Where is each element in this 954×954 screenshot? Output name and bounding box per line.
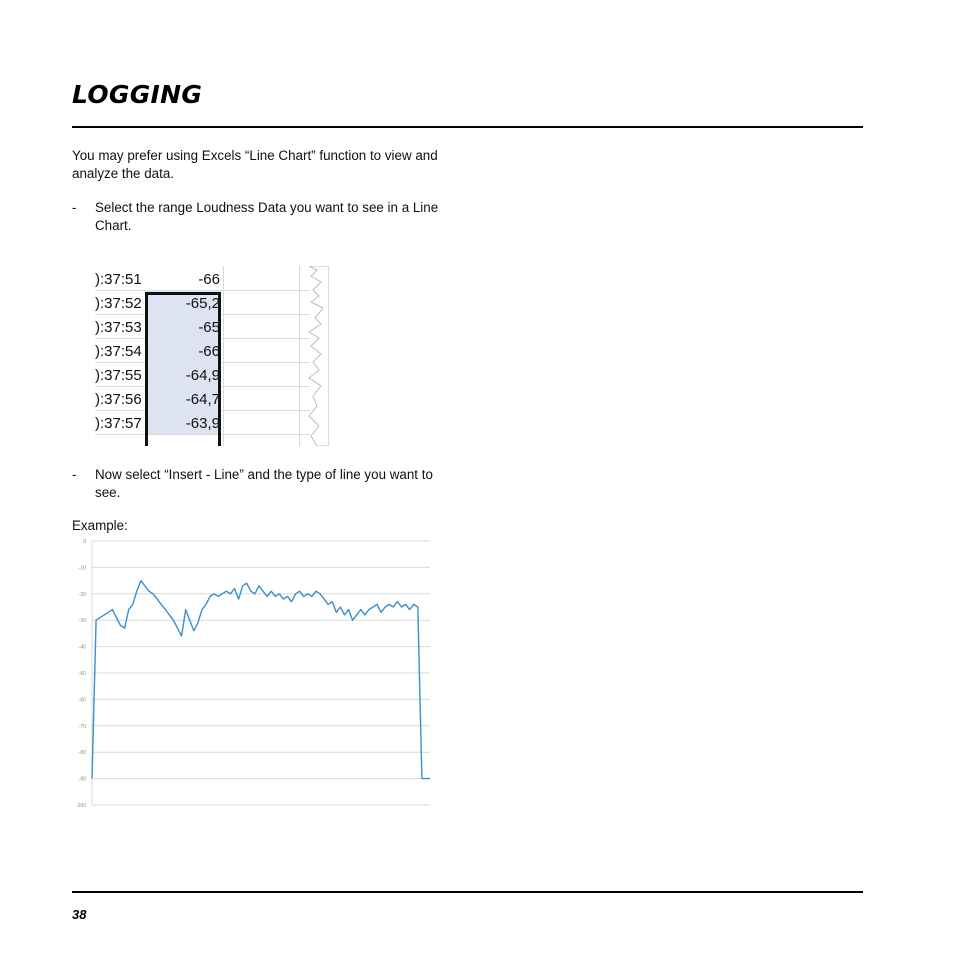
time-cell: ):37:54 <box>95 343 142 360</box>
example-label: Example: <box>72 518 128 533</box>
bullet-text: Now select “Insert - Line” and the type of line you want to see. <box>95 467 433 500</box>
y-tick-label: -100 <box>75 803 86 809</box>
loudness-cell: -65,2 <box>145 290 220 314</box>
page-title: LOGGING <box>72 80 203 109</box>
y-tick-label: -30 <box>78 618 86 625</box>
loudness-cell: -66 <box>145 338 220 362</box>
loudness-cell: -65 <box>145 314 220 338</box>
series-line <box>92 581 430 779</box>
loudness-cell: -63,9 <box>145 410 220 434</box>
y-tick-label: -80 <box>78 750 86 757</box>
loudness-line-chart <box>72 533 434 815</box>
page-number: 38 <box>72 907 87 922</box>
time-cell: ):37:57 <box>95 415 142 432</box>
bullet-dash: - <box>72 467 77 482</box>
y-tick-label: -40 <box>78 644 86 651</box>
y-tick-label: -70 <box>78 723 86 730</box>
bullet-text: Select the range Loudness Data you want to see in a Line Chart. <box>95 200 439 233</box>
y-tick-label: -10 <box>78 565 86 572</box>
y-tick-label: -90 <box>78 776 86 783</box>
header-rule <box>72 126 863 128</box>
time-cell: ):37:51 <box>95 271 142 288</box>
time-cell: ):37:53 <box>95 319 142 336</box>
footer-rule <box>72 891 863 893</box>
loudness-cell: -64,9 <box>145 362 220 386</box>
loudness-cell: -66 <box>198 271 220 288</box>
loudness-cell: -64,7 <box>145 386 220 410</box>
y-tick-label: 0 <box>83 539 86 545</box>
intro-paragraph: You may prefer using Excels “Line Chart” function to view and analyze the data. <box>72 148 438 181</box>
bullet-dash: - <box>72 200 77 215</box>
y-tick-label: -60 <box>78 671 86 677</box>
y-tick-label: -60 <box>78 697 86 704</box>
time-cell: ):37:52 <box>95 295 142 312</box>
y-tick-label: -20 <box>78 591 86 598</box>
time-cell: ):37:56 <box>95 391 142 408</box>
time-cell: ):37:55 <box>95 367 142 384</box>
torn-edge <box>95 266 329 446</box>
spreadsheet-snippet <box>95 266 329 446</box>
